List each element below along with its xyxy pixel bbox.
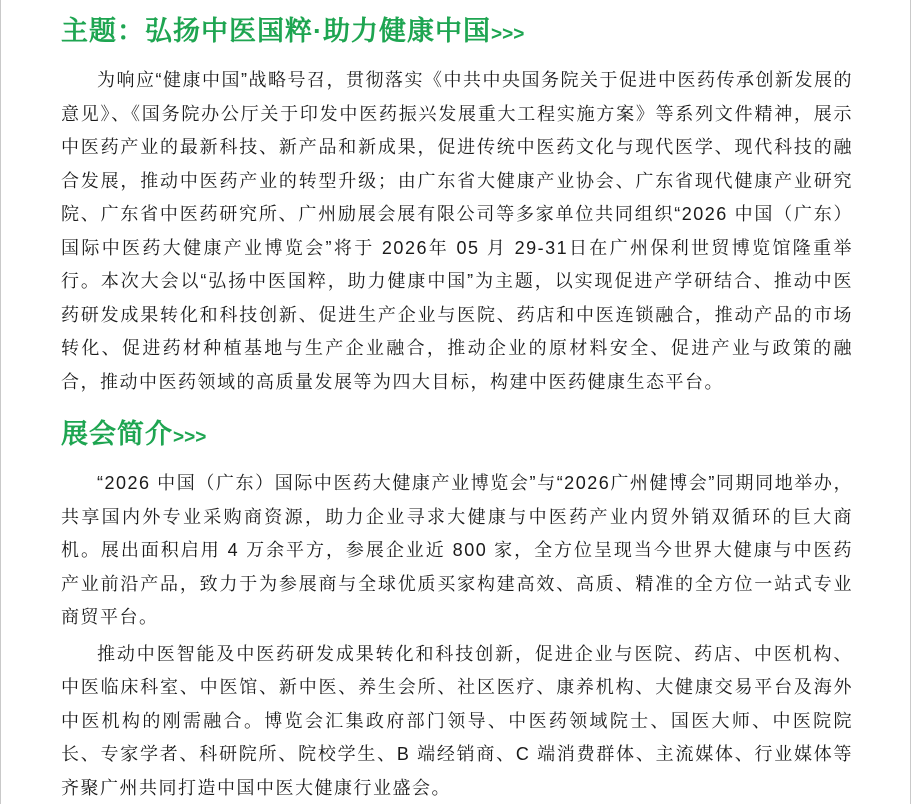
theme-heading-text: 主题：弘扬中医国粹·助力健康中国 [61,16,491,46]
expo-intro-paragraph-2: 推动中医智能及中医药研发成果转化和科技创新，促进企业与医院、药店、中医机构、中医临床科室、中医馆、新中医、养生会所、社区医疗、康养机构、大健康交易平台及海外中医机构的刚需融合。博览会汇集政府部门领导、中医药领域院士、国医大师、中医院院长、专家学者、科研院所、院校学生、B 端经销商、C 端消费群体、主流媒体、行业媒体等齐聚广州共同打造中国中医大健康行业盛会。 [61,643,853,798]
expo-intro-paragraph-1: “2026 中国（广东）国际中医药大健康产业博览会”与“2026广州健博会”同期同地举办，共享国内外专业采购商资源，助力企业寻求大健康与中医药产业内贸外销双循环的巨大商机。展出面积启用 4 万余平方，参展企业近 800 家，全方位呈现当今世界大健康与中医药产业前沿产品，致力于为参展商与全球优质买家构建高效、高质、精准的全方位一站式专业商贸平台。 [61,473,853,627]
triple-arrow-icon: >>> [491,24,525,45]
expo-intro-heading [61,417,852,455]
expo-intro-heading-text: 展会简介 [61,419,173,449]
theme-heading [61,14,852,52]
triple-arrow-icon: >>> [173,427,207,448]
section-theme [61,14,852,399]
document-content [1,0,910,804]
theme-paragraph: 为响应“健康中国”战略号召，贯彻落实《中共中央国务院关于促进中医药传承创新发展的意见》、《国务院办公厅关于印发中医药振兴发展重大工程实施方案》等系列文件精神，展示中医药产业的最新科技、新产品和新成果，促进传统中医药文化与现代医学、现代科技的融合发展，推动中医药产业的转型升级；由广东省大健康产业协会、广东省现代健康产业研究院、广东省中医药研究所、广州励展会展有限公司等多家单位共同组织“2026 中国（广东）国际中医药大健康产业博览会”将于 2026年 05 月 29-31日在广州保利世贸博览馆隆重举行。本次大会以“弘扬中医国粹，助力健康中国”为主题，以实现促进产学研结合、推动中医药研发成果转化和科技创新、促进生产企业与医院、药店和中医连锁融合，推动产品的市场转化、促进药材种植基地与生产企业融合，推动企业的原材料安全、促进产业与政策的融合，推动中医药领域的高质量发展等为四大目标，构建中医药健康生态平台。 [61,70,853,392]
section-expo-intro [61,417,852,804]
